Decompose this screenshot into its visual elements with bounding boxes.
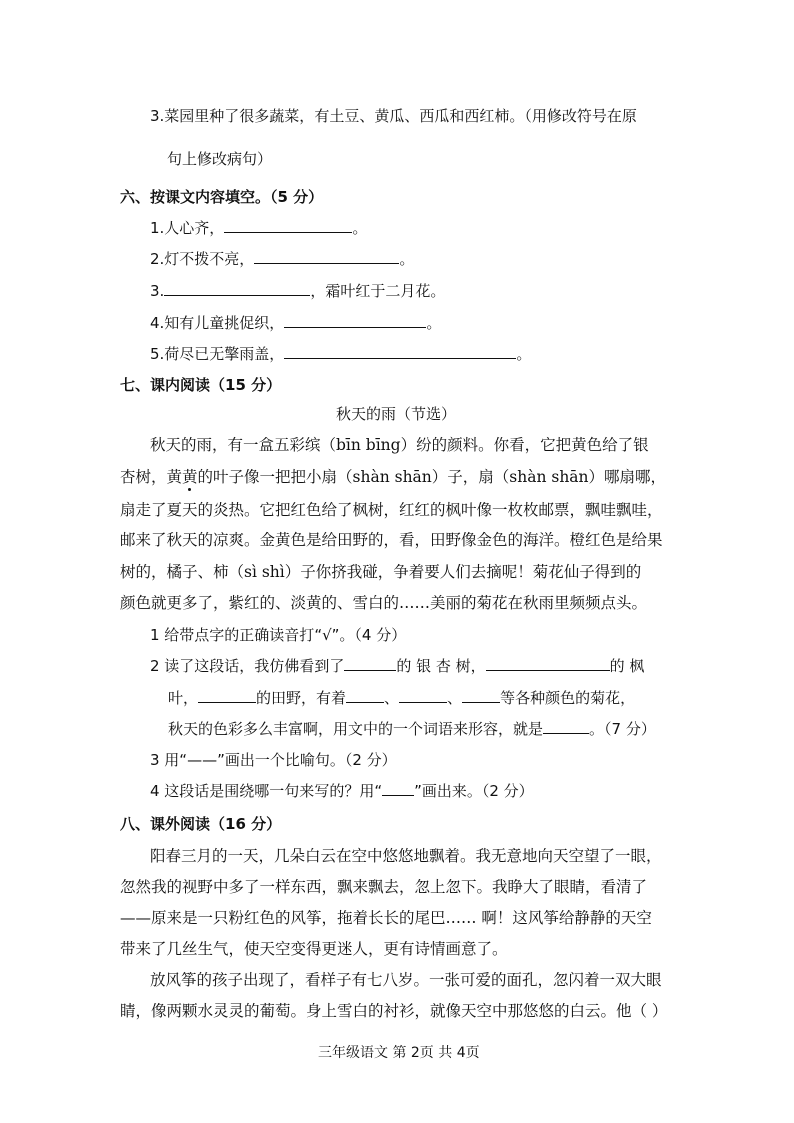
passage-line: 带来了几丝生气，使天空变得更迷人，更有诗情画意了。 — [120, 940, 508, 958]
passage-line: 睛，像两颗水灵灵的葡萄。身上雪白的衬衫，就像天空中那悠悠的白云。他（ ） — [120, 1002, 668, 1020]
answer-blank[interactable] — [164, 281, 310, 296]
sec6-heading: 六、按课文内容填空。（5 分） — [120, 188, 324, 206]
passage-line: 扇走了夏天的炎热。它把红色给了枫树，红红的枫叶像一枚枚邮票，飘哇飘哇， — [120, 501, 663, 519]
answer-blank[interactable] — [284, 344, 516, 359]
sec7-q2-text: 叶， — [168, 689, 199, 707]
sec6-q5 — [150, 344, 531, 364]
sec6-q5-end: 。 — [516, 345, 532, 363]
sec6-q2 — [150, 249, 414, 269]
sec7-q2-text: 的 枫 — [609, 657, 645, 675]
sec7-q2-text: 、 — [384, 689, 400, 707]
passage-line — [120, 467, 666, 487]
sec7-q4 — [150, 781, 534, 801]
sec7-q2-line2 — [168, 688, 635, 708]
sec7-q2-text: 的 银 杏 树， — [396, 657, 486, 675]
answer-blank[interactable] — [198, 688, 256, 703]
sec8-heading: 八、课外阅读（16 分） — [120, 815, 282, 833]
sec6-q1-end: 。 — [352, 219, 368, 237]
answer-blank[interactable] — [224, 218, 352, 233]
sec7-q4-text: ”画出来。（2 分） — [414, 782, 534, 800]
sec5-q3-line1: 3.菜园里种了很多蔬菜，有土豆、黄瓜、西瓜和西红柿。（用修改符号在原 — [150, 107, 637, 125]
sec7-q2-text: 。（7 分） — [589, 720, 656, 738]
sec7-heading: 七、课内阅读（15 分） — [120, 376, 282, 394]
sec7-q1: 1 给带点字的正确读音打“√”。（4 分） — [150, 626, 407, 644]
answer-blank[interactable] — [382, 781, 414, 796]
passage-line: 秋天的雨，有一盒五彩缤（bīn bīng）纷的颜料。你看，它把黄色给了银 — [150, 436, 649, 454]
answer-blank[interactable] — [346, 688, 384, 703]
page-footer: 三年级语文 第 2页 共 4页 — [318, 1045, 480, 1061]
dotted-character: 黄 — [182, 468, 198, 486]
passage-line: 颜色就更多了，紫红的、淡黄的、雪白的……美丽的菊花在秋雨里频频点头。 — [120, 594, 648, 612]
sec6-q3-num: 3. — [150, 282, 165, 300]
sec6-q1-text: 1.人心齐， — [150, 219, 225, 237]
passage-line: 树的，橘子、柿（sì shì）子你挤我碰，争着要人们去摘呢！菊花仙子得到的 — [120, 563, 642, 581]
answer-blank[interactable] — [543, 719, 589, 734]
passage-line: 邮来了秋天的凉爽。金黄色是给田野的，看，田野像金色的海洋。橙红色是给果 — [120, 531, 663, 549]
sec7-q4-text: 4 这段话是围绕哪一句来写的？用“ — [150, 782, 383, 800]
passage-line: 忽然我的视野中多了一样东西，飘来飘去，忽上忽下。我睁大了眼睛，看清了 — [120, 878, 648, 896]
sec6-q5-text: 5.荷尽已无擎雨盖， — [150, 345, 285, 363]
answer-blank[interactable] — [344, 656, 396, 671]
answer-blank[interactable] — [399, 688, 447, 703]
sec6-q3-text: ，霜叶红于二月花。 — [310, 282, 446, 300]
sec6-q3 — [150, 281, 445, 301]
sec6-q2-end: 。 — [399, 250, 415, 268]
sec7-q3: 3 用“——”画出一个比喻句。（2 分） — [150, 751, 397, 769]
passage-text: 杏树，黄 — [120, 468, 183, 486]
passage-title: 秋天的雨（节选） — [336, 405, 457, 423]
sec6-q4-text: 4.知有儿童挑促织， — [150, 314, 285, 332]
sec7-q2-text: 、 — [447, 689, 463, 707]
sec6-q4 — [150, 313, 441, 333]
sec7-q2-line3 — [168, 719, 656, 739]
sec7-q2-line1 — [150, 656, 644, 676]
answer-blank[interactable] — [284, 313, 426, 328]
sec6-q1 — [150, 218, 367, 238]
sec7-q2-text: 的田野，有着 — [256, 689, 347, 707]
sec7-q2-text: 2 读了这段话，我仿佛看到了 — [150, 657, 345, 675]
passage-line: ——原来是一只粉红色的风筝，拖着长长的尾巴…… 啊！这风筝给静静的天空 — [120, 909, 652, 927]
sec5-q3-line2: 句上修改病句） — [167, 150, 273, 168]
answer-blank[interactable] — [486, 656, 610, 671]
sec6-q2-text: 2.灯不拨不亮， — [150, 250, 255, 268]
passage-line: 放风筝的孩子出现了，看样子有七八岁。一张可爱的面孔，忽闪着一双大眼 — [150, 971, 662, 989]
passage-line: 阳春三月的一天，几朵白云在空中悠悠地飘着。我无意地向天空望了一眼， — [150, 847, 662, 865]
answer-blank[interactable] — [462, 688, 500, 703]
passage-text: 的叶子像一把把小扇（shàn shān）子，扇（shàn shān）哪扇哪， — [197, 468, 667, 486]
answer-blank[interactable] — [254, 249, 399, 264]
sec6-q4-end: 。 — [426, 314, 442, 332]
sec7-q2-text: 秋天的色彩多么丰富啊，用文中的一个词语来形容，就是 — [168, 720, 544, 738]
sec7-q2-text: 等各种颜色的菊花， — [500, 689, 636, 707]
